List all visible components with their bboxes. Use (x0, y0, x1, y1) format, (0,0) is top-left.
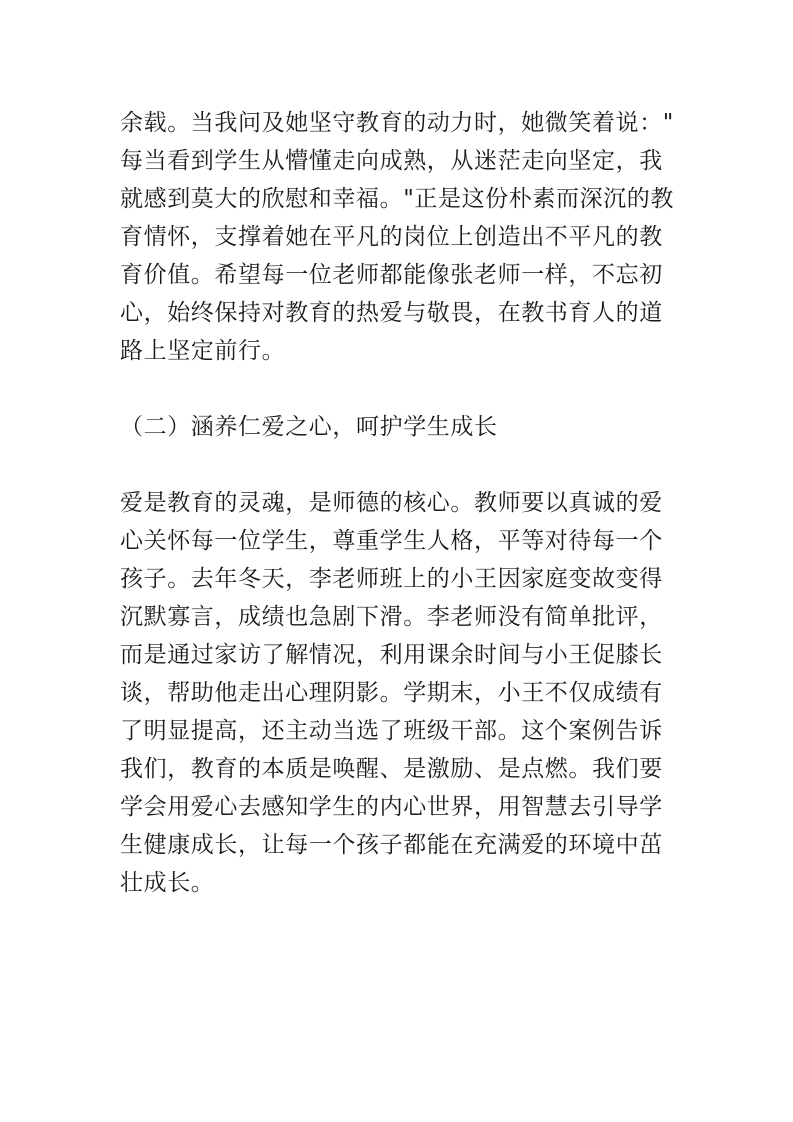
text-line: 我们，教育的本质是唤醒、是激励、是点燃。我们要 (120, 756, 663, 782)
text-line: 谈，帮助他走出心理阴影。学期末，小王不仅成绩有 (120, 680, 663, 706)
paragraph-1 (120, 104, 676, 370)
section-heading: （二）涵养仁爱之心，呵护学生成长 (120, 414, 498, 440)
text-line: 爱是教育的灵魂，是师德的核心。教师要以真诚的爱 (120, 490, 663, 516)
text-line: 育价值。希望每一位老师都能像张老师一样，不忘初 (120, 262, 663, 288)
document-page (120, 104, 676, 902)
text-line: 路上坚定前行。 (120, 338, 286, 364)
text-line: 育情怀，支撑着她在平凡的岗位上创造出不平凡的教 (120, 224, 663, 250)
text-line: 生健康成长，让每一个孩子都能在充满爱的环境中茁 (120, 832, 663, 858)
text-line: 了明显提高，还主动当选了班级干部。这个案例告诉 (120, 718, 663, 744)
text-line: 壮成长。 (120, 870, 215, 896)
text-line: 心，始终保持对教育的热爱与敬畏，在教书育人的道 (120, 300, 663, 326)
text-line: 孩子。去年冬天，李老师班上的小王因家庭变故变得 (120, 566, 663, 592)
text-line: 沉默寡言，成绩也急剧下滑。李老师没有简单批评， (120, 604, 663, 630)
text-line: 就感到莫大的欣慰和幸福。"正是这份朴素而深沉的教 (120, 186, 674, 212)
paragraph-spacer (120, 370, 676, 408)
text-line: 学会用爱心去感知学生的内心世界，用智慧去引导学 (120, 794, 663, 820)
text-line: 而是通过家访了解情况，利用课余时间与小王促膝长 (120, 642, 663, 668)
text-line: 心关怀每一位学生，尊重学生人格，平等对待每一个 (120, 528, 663, 554)
text-line: 余载。当我问及她坚守教育的动力时，她微笑着说：" (120, 110, 674, 136)
text-line: 每当看到学生从懵懂走向成熟，从迷茫走向坚定，我 (120, 148, 663, 174)
paragraph-spacer (120, 446, 676, 484)
paragraph-2 (120, 484, 676, 902)
